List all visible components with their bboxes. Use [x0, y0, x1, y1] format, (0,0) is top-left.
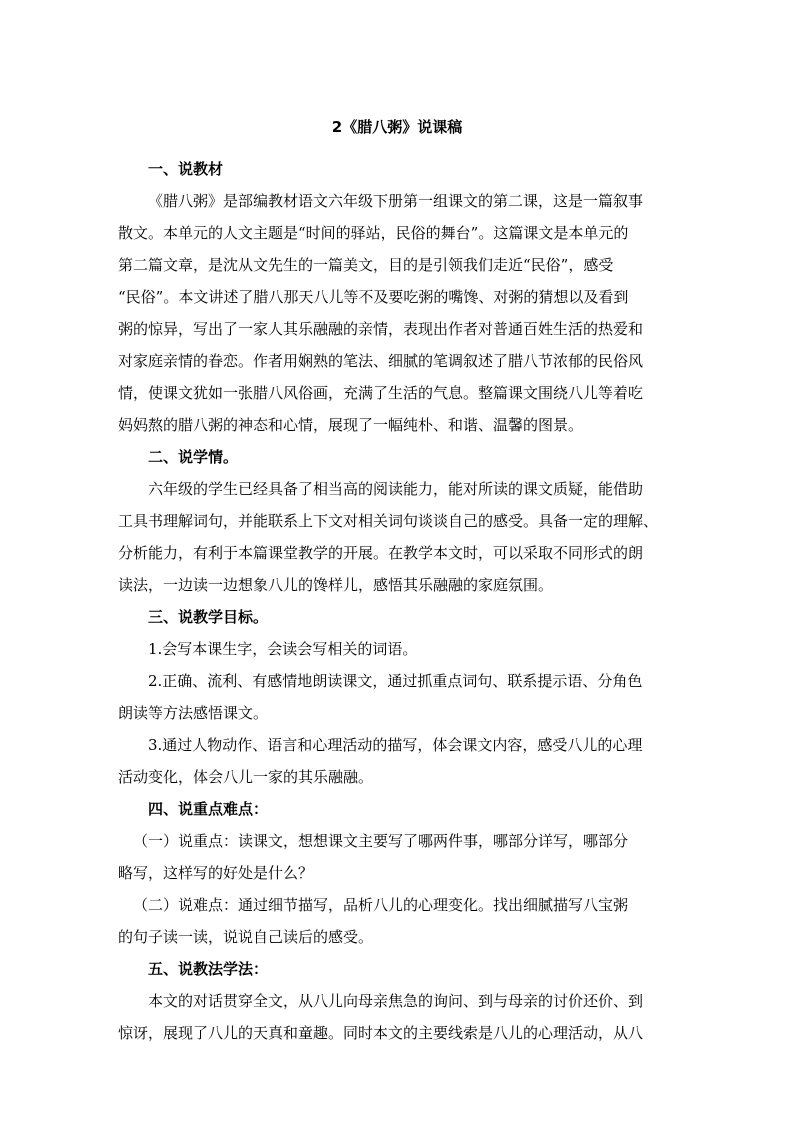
paragraph-line: 第二篇文章，是沈从文先生的一篇美文，目的是引领我们走近“民俗”，感受	[118, 256, 614, 274]
paragraph-line: 惊讶，展现了八儿的天真和童趣。同时本文的主要线索是八儿的心理活动，从八	[118, 1024, 644, 1042]
paragraph-line: 活动变化，体会八儿一家的其乐融融。	[118, 768, 374, 786]
document-title: 2《腊八粥》说课稿	[331, 118, 463, 136]
paragraph-line: 朗读等方法感悟课文。	[118, 704, 269, 722]
document-body	[118, 153, 678, 1049]
paragraph-line: 本文的对话贯穿全文，从八儿向母亲焦急的询问、到与母亲的讨价还价、到	[148, 992, 644, 1010]
section-heading: 二、说学情。	[148, 448, 239, 466]
paragraph-line: 妈妈熬的腊八粥的神态和心情，展现了一幅纯朴、和谐、温馨的图景。	[118, 416, 584, 434]
paragraph-line: 六年级的学生已经具备了相当高的阅读能力，能对所读的课文质疑，能借助	[148, 480, 644, 498]
paragraph-line: 粥的惊异，写出了一家人其乐融融的亲情，表现出作者对普通百姓生活的热爱和	[118, 320, 644, 338]
section-heading: 五、说教法学法：	[148, 960, 269, 978]
paragraph-line: 略写，这样写的好处是什么？	[118, 864, 314, 882]
paragraph-line: 情，使课文犹如一张腊八风俗画，充满了生活的气息。整篇课文围绕八儿等着吃	[118, 384, 644, 402]
paragraph-line: “民俗”。本文讲述了腊八那天八儿等不及要吃粥的嘴馋、对粥的猜想以及看到	[118, 288, 629, 306]
paragraph-line: 对家庭亲情的眷恋。作者用娴熟的笔法、细腻的笔调叙述了腊八节浓郁的民俗风	[118, 352, 644, 370]
paragraph-line: （一）说重点：读课文，想想课文主要写了哪两件事，哪部分详写，哪部分	[133, 832, 629, 850]
paragraph-line: 读法，一边读一边想象八儿的馋样儿，感悟其乐融融的家庭氛围。	[118, 576, 554, 594]
paragraph-line: 分析能力，有利于本篇课堂教学的开展。在教学本文时，可以采取不同形式的朗	[118, 544, 644, 562]
paragraph-line: 《腊八粥》是部编教材语文六年级下册第一组课文的第二课，这是一篇叙事	[148, 192, 644, 210]
paragraph-line: 1.会写本课生字，会读会写相关的词语。	[148, 640, 418, 658]
section-heading: 三、说教学目标。	[148, 608, 269, 626]
section-heading: 一、说教材	[148, 160, 224, 178]
paragraph-line: （二）说难点：通过细节描写，品析八儿的心理变化。找出细腻描写八宝粥	[133, 896, 629, 914]
paragraph-line: 3.通过人物动作、语言和心理活动的描写，体会课文内容，感受八儿的心理	[148, 736, 643, 754]
paragraph-line: 2.正确、流利、有感情地朗读课文，通过抓重点词句、联系提示语、分角色	[148, 672, 643, 690]
section-heading: 四、说重点难点：	[148, 800, 269, 818]
paragraph-line: 的句子读一读，说说自己读后的感受。	[118, 928, 374, 946]
paragraph-line: 工具书理解词句，并能联系上下文对相关词句谈谈自己的感受。具备一定的理解、	[118, 512, 659, 530]
paragraph-line: 散文。本单元的人文主题是“时间的驿站，民俗的舞台”。这篇课文是本单元的	[118, 224, 629, 242]
